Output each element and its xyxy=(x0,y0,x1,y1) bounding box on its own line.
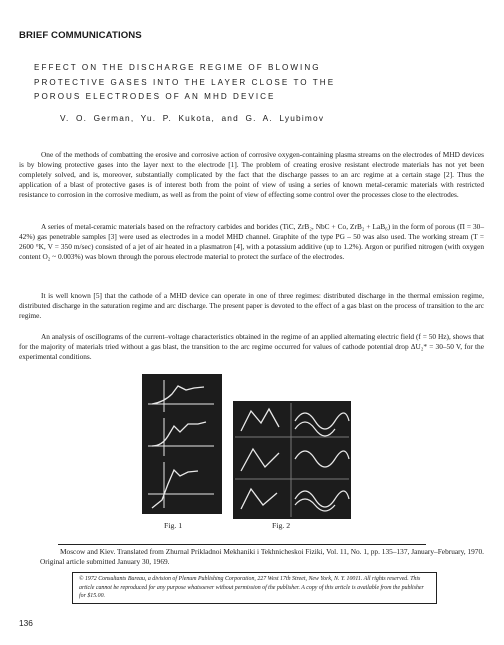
copyright-box xyxy=(72,572,437,604)
figure-2-oscillograms xyxy=(233,401,351,519)
paragraph-2: A series of metal-ceramic materials based on the refractory carbides and borides (TiC, ZrB₂, NbC + Co, ZrB₂ + LaB₆) in the form of porous (Π = 30–42%) gas penetrable samples [3] were used as electrodes in a model MHD channel. Graphite of the type PG – 50 was also used. The working stream (T = 2600 °K, V = 350 m/sec) consisted of a jet of air heated in a plasmatron [4], with a potassium additive (up to 1.2%). Argon or purified nitrogen (with oxygen content O₂ ~ 0.003%) was blown through the porous electrode material to protect the surface of the electrodes. xyxy=(19,222,484,262)
paragraph-1: One of the methods of combatting the erosive and corrosive action of corrosive oxygen-containing plasma streams on the electrodes of MHD devices is by blowing protective gases into the layer next to the electrode [1]. The problem of creating erosive resistant electrode materials has not yet been completely solved, and is, moreover, substantially complicated by the fact that the discharge passes to an arc regime at a certain stage [2]. Thus the application of a blast of protective gases is of interest both from the point of view of using a series of known metal-ceramic materials with restricted resistance to corrosion in the corrosive medium, as well as from the point of view of effecting some control over the processes close to the electrodes. xyxy=(19,150,484,200)
article-title: EFFECT ON THE DISCHARGE REGIME OF BLOWING PROTECTIVE GASES INTO THE LAYER CLOSE TO THE POROUS ELECTRODES OF AN MHD DEVICE xyxy=(34,63,336,102)
figure-1-plot xyxy=(142,374,222,514)
footnote-text: Moscow and Kiev. Translated from Zhurnal Prikladnoi Mekhaniki i Tekhnicheskoi Fiziki, Vol. 11, No. 1, pp. 135–137, January–February, 1970. Original article submitted January 30, 1969. xyxy=(40,547,484,566)
figure-2-caption: Fig. 2 xyxy=(272,521,291,530)
paragraph-4: An analysis of oscillograms of the current–voltage characteristics obtained in the regime of an applied alternating electric field (f = 50 Hz), shows that for the majority of materials tried without a gas blast, the transition to the arc regime occurred for values of cathode potential drop ΔU₂* = 30–50 V, for the experimental conditions. xyxy=(19,332,484,362)
copyright-text: © 1972 Consultants Bureau, a division of Plenum Publishing Corporation, 227 West 17th Street, New York, N. Y. 10011. All rights reserved. This article cannot be reproduced for any purpose whatsoever without permission of the publisher. A copy of this article is available from the publisher for $15.00. xyxy=(79,576,424,600)
paragraph-3: It is well known [5] that the cathode of a MHD device can operate in one of three regimes: distributed discharge in the thermal emission regime, distributed discharge in the saturation regime and arc discharge. The present paper is devoted to the effect of a gas blast on the process of transition to the arc regime. xyxy=(19,291,484,321)
article-authors: V. O. German, Yu. P. Kukota, and G. A. Lyubimov xyxy=(60,113,325,123)
figure-2-plot xyxy=(233,401,351,519)
figure-1-oscillograms xyxy=(142,374,222,514)
page-number: 136 xyxy=(19,618,33,628)
section-heading: BRIEF COMMUNICATIONS xyxy=(19,30,142,41)
figure-1-caption: Fig. 1 xyxy=(164,521,183,530)
footnote-rule xyxy=(58,544,426,545)
